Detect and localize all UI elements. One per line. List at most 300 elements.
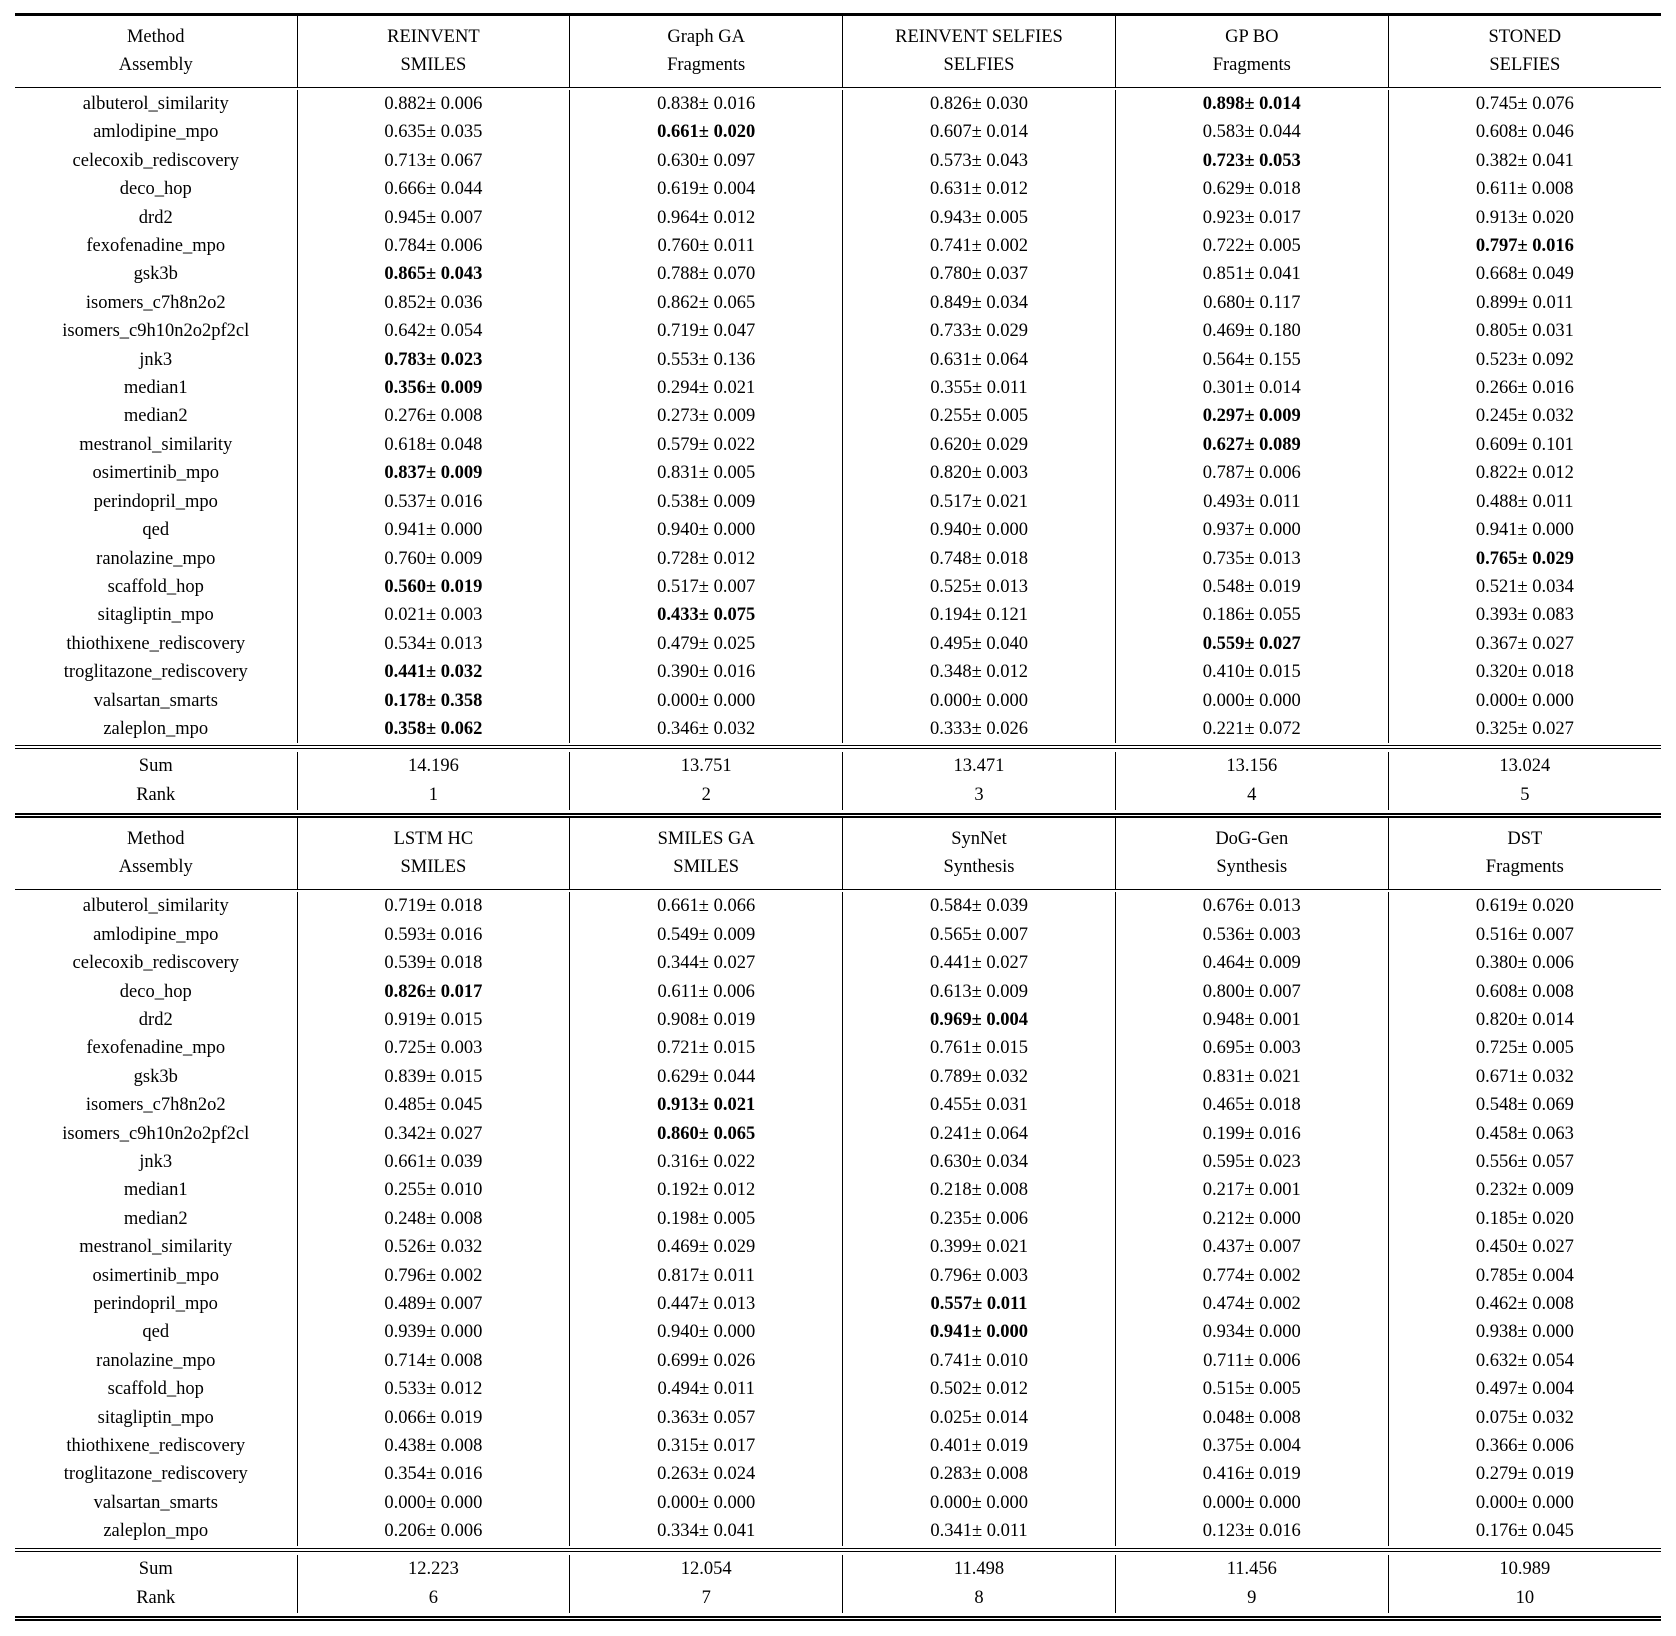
method-header-cell — [297, 16, 570, 87]
score-cell: 0.363± 0.057 — [570, 1404, 843, 1432]
score-cell: 0.263± 0.024 — [570, 1460, 843, 1488]
score-cell: 0.817± 0.011 — [570, 1262, 843, 1290]
score-cell: 0.728± 0.012 — [570, 545, 843, 573]
score-cell: 0.380± 0.006 — [1388, 949, 1661, 977]
score-cell: 0.266± 0.016 — [1388, 374, 1661, 402]
score-cell: 0.474± 0.002 — [1115, 1290, 1388, 1318]
task-row — [15, 1489, 1661, 1517]
task-row — [15, 175, 1661, 203]
task-row — [15, 374, 1661, 402]
score-cell: 0.711± 0.006 — [1115, 1347, 1388, 1375]
task-row — [15, 289, 1661, 317]
score-cell: 0.438± 0.008 — [297, 1432, 570, 1460]
score-cell: 0.455± 0.031 — [843, 1091, 1116, 1119]
score-cell: 0.899± 0.011 — [1388, 289, 1661, 317]
score-cell: 0.194± 0.121 — [843, 601, 1116, 629]
task-row — [15, 317, 1661, 345]
assembly-header-label: Assembly — [118, 55, 193, 75]
body-bottom — [15, 892, 1661, 1545]
summary-bottom — [15, 1555, 1661, 1613]
score-cell: 0.725± 0.003 — [297, 1034, 570, 1062]
score-cell: 0.788± 0.070 — [570, 260, 843, 288]
score-cell: 0.523± 0.092 — [1388, 346, 1661, 374]
task-row — [15, 346, 1661, 374]
score-cell: 0.609± 0.101 — [1388, 431, 1661, 459]
task-row — [15, 1318, 1661, 1346]
score-cell: 0.479± 0.025 — [570, 630, 843, 658]
score-cell: 0.521± 0.034 — [1388, 573, 1661, 601]
score-cell: 0.221± 0.072 — [1115, 715, 1388, 743]
score-cell: 0.722± 0.005 — [1115, 232, 1388, 260]
score-cell: 0.787± 0.006 — [1115, 459, 1388, 487]
task-label: mestranol_similarity — [79, 434, 233, 455]
task-label: osimertinib_mpo — [92, 1265, 219, 1286]
method-header-cell — [1388, 16, 1661, 87]
score-cell: 0.631± 0.012 — [843, 175, 1116, 203]
task-row — [15, 402, 1661, 430]
method-name: REINVENT — [387, 27, 480, 47]
score-cell: 0.619± 0.004 — [570, 175, 843, 203]
task-label: thiothixene_rediscovery — [66, 1436, 246, 1457]
rank-value: 4 — [1115, 781, 1388, 810]
task-label: median1 — [123, 378, 188, 399]
score-cell: 0.186± 0.055 — [1115, 601, 1388, 629]
score-cell: 0.469± 0.180 — [1115, 317, 1388, 345]
method-name: DoG-Gen — [1215, 829, 1289, 850]
score-cell: 0.789± 0.032 — [843, 1063, 1116, 1091]
task-row — [15, 1120, 1661, 1148]
score-cell: 0.212± 0.000 — [1115, 1205, 1388, 1233]
score-cell-best: 0.723± 0.053 — [1115, 147, 1388, 175]
task-label: celecoxib_rediscovery — [72, 150, 239, 171]
score-cell: 0.516± 0.007 — [1388, 921, 1661, 949]
task-label: scaffold_hop — [107, 1379, 204, 1400]
score-cell: 0.048± 0.008 — [1115, 1404, 1388, 1432]
task-row — [15, 1290, 1661, 1318]
score-cell: 0.279± 0.019 — [1388, 1460, 1661, 1488]
score-cell: 0.800± 0.007 — [1115, 978, 1388, 1006]
score-cell-best: 0.661± 0.020 — [570, 118, 843, 146]
header-body-rule — [15, 889, 1661, 890]
task-label: albuterol_similarity — [82, 94, 229, 114]
score-cell-best: 0.627± 0.089 — [1115, 431, 1388, 459]
rank-row — [15, 1584, 1661, 1613]
corner-header-cell — [15, 16, 297, 87]
task-label: amlodipine_mpo — [93, 924, 219, 945]
bottom-rule — [15, 1616, 1661, 1621]
method-header-cell — [843, 16, 1116, 87]
assembly-header-label: Assembly — [118, 857, 193, 878]
score-cell: 0.748± 0.018 — [843, 545, 1116, 573]
task-label: albuterol_similarity — [82, 896, 229, 917]
task-label: deco_hop — [119, 981, 192, 1002]
score-cell: 0.334± 0.041 — [570, 1517, 843, 1545]
score-cell: 0.938± 0.000 — [1388, 1318, 1661, 1346]
score-cell: 0.805± 0.031 — [1388, 317, 1661, 345]
sum-value: 12.054 — [570, 1555, 843, 1584]
score-cell: 0.607± 0.014 — [843, 118, 1116, 146]
score-cell: 0.741± 0.010 — [843, 1347, 1116, 1375]
score-cell-best: 0.433± 0.075 — [570, 601, 843, 629]
task-label: sitagliptin_mpo — [97, 1407, 214, 1428]
score-cell: 0.489± 0.007 — [297, 1290, 570, 1318]
score-cell: 0.908± 0.019 — [570, 1006, 843, 1034]
score-cell: 0.000± 0.000 — [570, 1489, 843, 1517]
method-header-label: Method — [126, 829, 185, 850]
score-cell: 0.354± 0.016 — [297, 1460, 570, 1488]
task-row — [15, 1460, 1661, 1488]
rank-value: 1 — [297, 781, 570, 810]
score-cell: 0.367± 0.027 — [1388, 630, 1661, 658]
sum-row — [15, 752, 1661, 781]
method-header-cell — [1115, 16, 1388, 87]
score-cell: 0.913± 0.020 — [1388, 204, 1661, 232]
task-row — [15, 658, 1661, 686]
task-label: jnk3 — [139, 349, 173, 370]
score-cell: 0.680± 0.117 — [1115, 289, 1388, 317]
score-cell-best: 0.797± 0.016 — [1388, 232, 1661, 260]
score-cell: 0.608± 0.008 — [1388, 978, 1661, 1006]
rank-row — [15, 781, 1661, 810]
task-row — [15, 892, 1661, 920]
score-cell: 0.316± 0.022 — [570, 1148, 843, 1176]
task-label: fexofenadine_mpo — [86, 236, 226, 257]
score-cell: 0.780± 0.037 — [843, 260, 1116, 288]
score-cell: 0.556± 0.057 — [1388, 1148, 1661, 1176]
score-cell: 0.533± 0.012 — [297, 1375, 570, 1403]
score-cell-best: 0.297± 0.009 — [1115, 402, 1388, 430]
score-cell-best: 0.557± 0.011 — [843, 1290, 1116, 1318]
score-cell: 0.838± 0.016 — [570, 90, 843, 118]
task-label: perindopril_mpo — [93, 1294, 218, 1315]
rank-label: Rank — [136, 1587, 176, 1608]
score-cell: 0.719± 0.047 — [570, 317, 843, 345]
score-cell: 0.666± 0.044 — [297, 175, 570, 203]
score-cell: 0.485± 0.045 — [297, 1091, 570, 1119]
method-assembly: SELFIES — [1489, 55, 1561, 75]
task-label: valsartan_smarts — [93, 1492, 218, 1513]
method-header-cell — [1115, 818, 1388, 889]
score-cell-best: 0.837± 0.009 — [297, 459, 570, 487]
score-cell: 0.469± 0.029 — [570, 1233, 843, 1261]
task-row — [15, 1148, 1661, 1176]
score-cell: 0.075± 0.032 — [1388, 1404, 1661, 1432]
method-name: LSTM HC — [393, 829, 474, 850]
task-label: mestranol_similarity — [79, 1237, 233, 1258]
score-cell: 0.232± 0.009 — [1388, 1176, 1661, 1204]
task-row — [15, 630, 1661, 658]
score-cell-best: 0.913± 0.021 — [570, 1091, 843, 1119]
score-cell: 0.619± 0.020 — [1388, 892, 1661, 920]
corner-header-cell — [15, 818, 297, 889]
task-row — [15, 118, 1661, 146]
score-cell: 0.593± 0.016 — [297, 921, 570, 949]
method-header-cell — [297, 818, 570, 889]
method-name: DST — [1507, 829, 1543, 850]
score-cell: 0.185± 0.020 — [1388, 1205, 1661, 1233]
score-cell: 0.940± 0.000 — [570, 516, 843, 544]
method-assembly: Fragments — [1212, 55, 1291, 75]
header-top — [15, 16, 1661, 87]
score-cell-best: 0.860± 0.065 — [570, 1120, 843, 1148]
method-name: Graph GA — [667, 27, 745, 47]
score-cell-best: 0.560± 0.019 — [297, 573, 570, 601]
score-cell: 0.123± 0.016 — [1115, 1517, 1388, 1545]
score-cell: 0.548± 0.069 — [1388, 1091, 1661, 1119]
task-row — [15, 1176, 1661, 1204]
method-assembly: Synthesis — [943, 857, 1015, 878]
score-cell: 0.000± 0.000 — [1388, 1489, 1661, 1517]
body-top — [15, 90, 1661, 743]
score-cell: 0.630± 0.097 — [570, 147, 843, 175]
task-label: gsk3b — [133, 264, 178, 285]
score-cell: 0.784± 0.006 — [297, 232, 570, 260]
score-cell: 0.401± 0.019 — [843, 1432, 1116, 1460]
sum-value: 14.196 — [297, 752, 570, 781]
task-row — [15, 488, 1661, 516]
task-label: perindopril_mpo — [93, 491, 218, 512]
sum-value: 13.471 — [843, 752, 1116, 781]
rank-value: 9 — [1115, 1584, 1388, 1613]
score-cell: 0.276± 0.008 — [297, 402, 570, 430]
score-cell: 0.761± 0.015 — [843, 1034, 1116, 1062]
score-cell: 0.536± 0.003 — [1115, 921, 1388, 949]
score-cell: 0.355± 0.011 — [843, 374, 1116, 402]
task-row — [15, 1006, 1661, 1034]
task-label: ranolazine_mpo — [96, 1350, 216, 1371]
score-cell: 0.564± 0.155 — [1115, 346, 1388, 374]
task-row — [15, 459, 1661, 487]
score-cell: 0.934± 0.000 — [1115, 1318, 1388, 1346]
score-cell: 0.941± 0.000 — [1388, 516, 1661, 544]
body-summary-rule — [15, 1548, 1661, 1552]
task-label: drd2 — [138, 207, 173, 228]
task-label: troglitazone_rediscovery — [63, 662, 248, 683]
score-cell: 0.441± 0.027 — [843, 949, 1116, 977]
score-cell: 0.000± 0.000 — [297, 1489, 570, 1517]
score-cell: 0.820± 0.003 — [843, 459, 1116, 487]
score-cell: 0.515± 0.005 — [1115, 1375, 1388, 1403]
score-cell: 0.940± 0.000 — [570, 1318, 843, 1346]
score-cell: 0.796± 0.003 — [843, 1262, 1116, 1290]
score-cell: 0.315± 0.017 — [570, 1432, 843, 1460]
score-cell: 0.494± 0.011 — [570, 1375, 843, 1403]
summary-top — [15, 752, 1661, 810]
score-cell: 0.241± 0.064 — [843, 1120, 1116, 1148]
score-cell: 0.348± 0.012 — [843, 658, 1116, 686]
score-cell: 0.849± 0.034 — [843, 289, 1116, 317]
score-cell: 0.325± 0.027 — [1388, 715, 1661, 743]
score-cell: 0.613± 0.009 — [843, 978, 1116, 1006]
sum-value: 12.223 — [297, 1555, 570, 1584]
score-cell: 0.565± 0.007 — [843, 921, 1116, 949]
score-cell: 0.255± 0.005 — [843, 402, 1116, 430]
score-cell: 0.725± 0.005 — [1388, 1034, 1661, 1062]
score-cell: 0.839± 0.015 — [297, 1063, 570, 1091]
method-header-cell — [843, 818, 1116, 889]
score-cell: 0.539± 0.018 — [297, 949, 570, 977]
task-label: amlodipine_mpo — [93, 122, 219, 143]
score-cell-best: 0.358± 0.062 — [297, 715, 570, 743]
rank-value: 2 — [570, 781, 843, 810]
score-cell: 0.382± 0.041 — [1388, 147, 1661, 175]
sum-value: 13.156 — [1115, 752, 1388, 781]
score-cell: 0.549± 0.009 — [570, 921, 843, 949]
score-cell: 0.192± 0.012 — [570, 1176, 843, 1204]
task-label: scaffold_hop — [107, 576, 204, 597]
score-cell: 0.273± 0.009 — [570, 402, 843, 430]
score-cell: 0.502± 0.012 — [843, 1375, 1116, 1403]
score-cell: 0.796± 0.002 — [297, 1262, 570, 1290]
score-cell: 0.822± 0.012 — [1388, 459, 1661, 487]
score-cell: 0.699± 0.026 — [570, 1347, 843, 1375]
score-cell: 0.831± 0.021 — [1115, 1063, 1388, 1091]
rank-value: 8 — [843, 1584, 1116, 1613]
score-cell: 0.534± 0.013 — [297, 630, 570, 658]
score-cell-best: 0.559± 0.027 — [1115, 630, 1388, 658]
score-cell: 0.495± 0.040 — [843, 630, 1116, 658]
score-cell: 0.943± 0.005 — [843, 204, 1116, 232]
task-row — [15, 516, 1661, 544]
score-cell-best: 0.898± 0.014 — [1115, 90, 1388, 118]
score-cell: 0.862± 0.065 — [570, 289, 843, 317]
score-cell: 0.025± 0.014 — [843, 1404, 1116, 1432]
task-label: ranolazine_mpo — [96, 548, 216, 569]
rank-label: Rank — [136, 785, 176, 806]
score-cell: 0.526± 0.032 — [297, 1233, 570, 1261]
score-cell: 0.676± 0.013 — [1115, 892, 1388, 920]
method-name: GP BO — [1225, 27, 1279, 47]
score-cell: 0.831± 0.005 — [570, 459, 843, 487]
score-cell: 0.733± 0.029 — [843, 317, 1116, 345]
score-cell: 0.852± 0.036 — [297, 289, 570, 317]
score-cell: 0.341± 0.011 — [843, 1517, 1116, 1545]
score-cell: 0.941± 0.000 — [297, 516, 570, 544]
score-cell: 0.714± 0.008 — [297, 1347, 570, 1375]
task-label: isomers_c7h8n2o2 — [85, 292, 226, 313]
task-label: qed — [142, 520, 170, 541]
score-cell: 0.745± 0.076 — [1388, 90, 1661, 118]
header-row — [15, 818, 1661, 889]
score-cell: 0.217± 0.001 — [1115, 1176, 1388, 1204]
score-cell: 0.630± 0.034 — [843, 1148, 1116, 1176]
score-cell: 0.937± 0.000 — [1115, 516, 1388, 544]
score-cell-best: 0.969± 0.004 — [843, 1006, 1116, 1034]
score-cell: 0.342± 0.027 — [297, 1120, 570, 1148]
task-label: drd2 — [138, 1009, 173, 1030]
score-cell: 0.393± 0.083 — [1388, 601, 1661, 629]
score-cell: 0.584± 0.039 — [843, 892, 1116, 920]
score-cell: 0.493± 0.011 — [1115, 488, 1388, 516]
score-cell: 0.713± 0.067 — [297, 147, 570, 175]
task-row — [15, 1034, 1661, 1062]
score-cell: 0.198± 0.005 — [570, 1205, 843, 1233]
score-cell: 0.000± 0.000 — [570, 687, 843, 715]
score-cell: 0.595± 0.023 — [1115, 1148, 1388, 1176]
header-row — [15, 16, 1661, 87]
score-cell: 0.721± 0.015 — [570, 1034, 843, 1062]
task-label: median1 — [123, 1180, 188, 1201]
score-cell: 0.939± 0.000 — [297, 1318, 570, 1346]
task-label: median2 — [123, 406, 188, 427]
task-label: zaleplon_mpo — [103, 718, 209, 739]
score-cell: 0.629± 0.044 — [570, 1063, 843, 1091]
task-label: jnk3 — [139, 1152, 173, 1172]
rank-value: 10 — [1388, 1584, 1661, 1613]
task-row — [15, 601, 1661, 629]
score-cell: 0.497± 0.004 — [1388, 1375, 1661, 1403]
score-cell: 0.399± 0.021 — [843, 1233, 1116, 1261]
task-row — [15, 1404, 1661, 1432]
score-cell: 0.517± 0.007 — [570, 573, 843, 601]
sum-value: 13.024 — [1388, 752, 1661, 781]
score-cell: 0.671± 0.032 — [1388, 1063, 1661, 1091]
task-label: isomers_c7h8n2o2 — [85, 1095, 226, 1116]
score-cell: 0.882± 0.006 — [297, 90, 570, 118]
score-cell-best: 0.826± 0.017 — [297, 978, 570, 1006]
method-header-cell — [570, 16, 843, 87]
score-cell: 0.940± 0.000 — [843, 516, 1116, 544]
method-assembly: SELFIES — [943, 55, 1015, 75]
score-cell: 0.919± 0.015 — [297, 1006, 570, 1034]
score-cell: 0.632± 0.054 — [1388, 1347, 1661, 1375]
score-cell: 0.553± 0.136 — [570, 346, 843, 374]
benchmark-results-table — [15, 13, 1661, 1621]
method-name: SynNet — [951, 829, 1007, 850]
score-cell: 0.579± 0.022 — [570, 431, 843, 459]
score-cell: 0.199± 0.016 — [1115, 1120, 1388, 1148]
score-cell: 0.611± 0.006 — [570, 978, 843, 1006]
task-row — [15, 1347, 1661, 1375]
body-summary-rule — [15, 745, 1661, 749]
score-cell: 0.294± 0.021 — [570, 374, 843, 402]
score-cell-best: 0.356± 0.009 — [297, 374, 570, 402]
task-row — [15, 431, 1661, 459]
sum-label: Sum — [138, 1558, 173, 1579]
score-cell: 0.620± 0.029 — [843, 431, 1116, 459]
header-bottom — [15, 818, 1661, 889]
method-assembly: Fragments — [667, 55, 746, 75]
score-cell: 0.661± 0.039 — [297, 1148, 570, 1176]
task-label: thiothixene_rediscovery — [66, 633, 246, 654]
score-cell: 0.583± 0.044 — [1115, 118, 1388, 146]
score-cell: 0.760± 0.009 — [297, 545, 570, 573]
task-label: zaleplon_mpo — [103, 1521, 209, 1542]
task-row — [15, 1375, 1661, 1403]
score-cell: 0.437± 0.007 — [1115, 1233, 1388, 1261]
score-cell: 0.447± 0.013 — [570, 1290, 843, 1318]
rank-value: 3 — [843, 781, 1116, 810]
score-cell: 0.416± 0.019 — [1115, 1460, 1388, 1488]
score-cell: 0.000± 0.000 — [843, 687, 1116, 715]
score-cell-best: 0.178± 0.358 — [297, 687, 570, 715]
score-cell: 0.642± 0.054 — [297, 317, 570, 345]
score-cell: 0.635± 0.035 — [297, 118, 570, 146]
method-name: STONED — [1488, 27, 1562, 47]
score-cell-best: 0.441± 0.032 — [297, 658, 570, 686]
score-cell: 0.000± 0.000 — [1115, 1489, 1388, 1517]
method-assembly: Synthesis — [1216, 857, 1288, 878]
task-row — [15, 204, 1661, 232]
score-cell-best: 0.765± 0.029 — [1388, 545, 1661, 573]
rank-value: 7 — [570, 1584, 843, 1613]
score-cell: 0.741± 0.002 — [843, 232, 1116, 260]
score-cell: 0.661± 0.066 — [570, 892, 843, 920]
method-assembly: SMILES — [400, 857, 467, 878]
task-row — [15, 232, 1661, 260]
task-label: celecoxib_rediscovery — [72, 953, 239, 974]
score-cell: 0.611± 0.008 — [1388, 175, 1661, 203]
